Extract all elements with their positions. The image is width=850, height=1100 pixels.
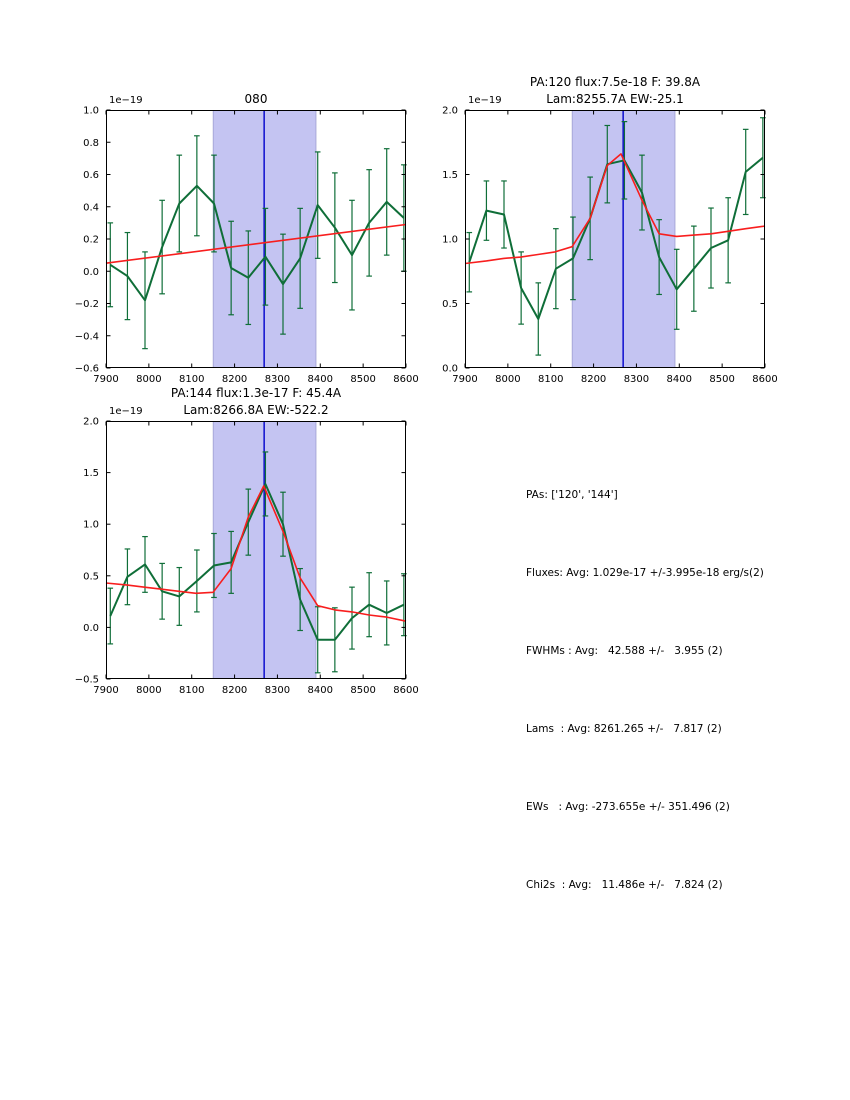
x-tick-label: 8600: [393, 685, 419, 696]
y-tick-label: −0.4: [74, 331, 99, 343]
x-tick-label: 8000: [136, 685, 162, 696]
x-tick-label: 7900: [452, 374, 478, 385]
chart-flux-pa144: [74, 386, 419, 696]
x-tick-label: 7900: [93, 685, 119, 696]
y-tick-label: 1.5: [83, 468, 99, 480]
x-tick-label: 8100: [178, 374, 205, 385]
x-tick-label: 8100: [537, 374, 564, 385]
chart-title: PA:144 flux:1.3e-17 F: 45.4A: [170, 386, 342, 400]
y-tick-label: 0.4: [83, 202, 99, 214]
stats-panel: [526, 430, 764, 950]
x-tick-label: 7900: [93, 374, 119, 385]
y-tick-label: 0.8: [83, 137, 99, 149]
y-axis-offset-label: 1e−19: [109, 406, 143, 417]
x-tick-label: 8200: [580, 374, 607, 385]
y-tick-label: 1.5: [442, 170, 458, 181]
x-tick-label: 8400: [666, 374, 693, 385]
y-tick-label: −0.6: [74, 363, 99, 375]
stats-line-lams: Lams : Avg: 8261.265 +/- 7.817 (2): [526, 723, 722, 735]
x-tick-label: 8500: [709, 374, 735, 385]
stats-line-chi2s: Chi2s : Avg: 11.486e +/- 7.824 (2): [526, 879, 723, 891]
x-tick-label: 8300: [623, 374, 650, 385]
stats-line-pas: PAs: ['120', '144']: [526, 489, 618, 501]
chart-title: PA:120 flux:7.5e-18 F: 39.8A: [529, 75, 701, 89]
y-axis-offset-label: 1e−19: [468, 95, 502, 106]
chart-flux-080: [74, 92, 419, 385]
y-tick-label: 0.5: [442, 299, 458, 310]
stats-line-fwhms: FWHMs : Avg: 42.588 +/- 3.955 (2): [526, 645, 723, 657]
y-tick-label: 0.2: [83, 234, 99, 246]
x-tick-label: 8000: [495, 374, 521, 385]
x-tick-label: 8300: [264, 374, 291, 385]
x-tick-label: 8400: [307, 685, 334, 696]
y-tick-label: 2.0: [442, 105, 458, 117]
x-tick-label: 8200: [221, 374, 248, 385]
y-tick-label: 1.0: [83, 105, 99, 117]
x-tick-label: 8400: [307, 374, 334, 385]
y-tick-label: 0.6: [83, 170, 99, 181]
x-tick-label: 8100: [178, 685, 205, 696]
y-tick-label: 2.0: [83, 416, 99, 428]
y-tick-label: 0.0: [442, 363, 458, 375]
x-tick-label: 8000: [136, 374, 162, 385]
x-tick-label: 8200: [221, 685, 248, 696]
y-tick-label: 1.0: [442, 234, 458, 246]
x-tick-label: 8600: [393, 374, 419, 385]
chart-flux-pa120: [442, 75, 778, 385]
chart-title: 080: [244, 92, 268, 106]
chart-title: Lam:8255.7A EW:-25.1: [546, 92, 684, 106]
chart-title: Lam:8266.8A EW:-522.2: [183, 403, 329, 417]
y-tick-label: 0.0: [83, 622, 99, 634]
y-tick-label: 1.0: [83, 519, 99, 531]
y-tick-label: 0.5: [83, 571, 99, 583]
x-tick-label: 8600: [752, 374, 778, 385]
stats-line-fluxes: Fluxes: Avg: 1.029e-17 +/-3.995e-18 erg/s(2): [526, 567, 764, 579]
y-tick-label: −0.5: [74, 674, 99, 686]
stats-line-ews: EWs : Avg: -273.655e +/- 351.496 (2): [526, 801, 730, 813]
y-axis-offset-label: 1e−19: [109, 95, 143, 106]
x-tick-label: 8500: [350, 374, 376, 385]
y-tick-label: 0.0: [83, 266, 99, 278]
x-tick-label: 8300: [264, 685, 291, 696]
x-tick-label: 8500: [350, 685, 376, 696]
y-tick-label: −0.2: [74, 299, 99, 310]
